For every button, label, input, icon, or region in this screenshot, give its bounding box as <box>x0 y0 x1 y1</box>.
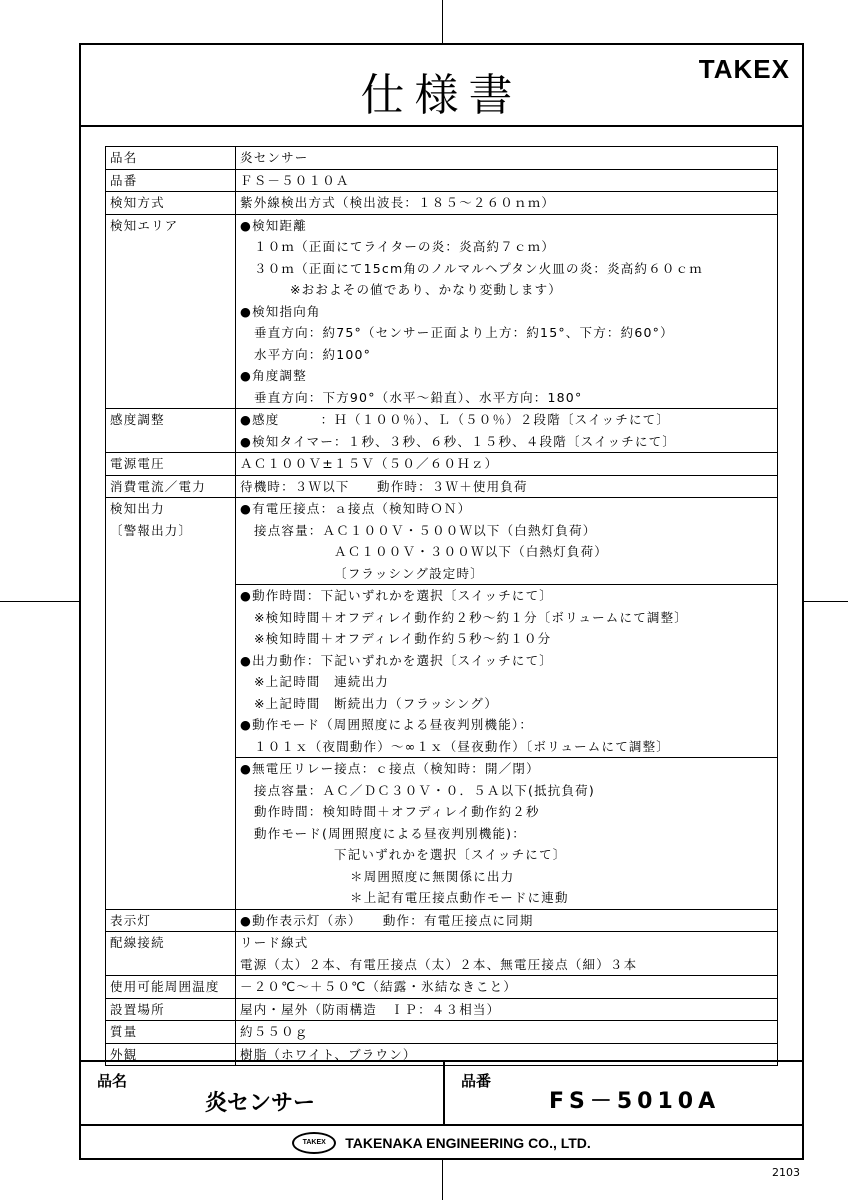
spec-key: 表示灯 <box>106 909 236 932</box>
document-code: 2103 <box>772 1166 800 1179</box>
table-row <box>106 147 778 170</box>
spec-value: ●動作表示灯（赤） 動作：有電圧接点に同期 <box>236 909 778 932</box>
product-summary <box>81 1060 802 1126</box>
spec-key: 消費電流／電力 <box>106 475 236 498</box>
spec-value: ＦＳ－５０１０Ａ <box>236 169 778 192</box>
spec-value: 屋内・屋外（防雨構造 ＩＰ：４３相当） <box>236 998 778 1021</box>
spec-value: ●感度 ：Ｈ（１００％）、Ｌ（５０％）２段階〔スイッチにて〕 ●検知タイマー：１秒、３秒、６秒、１５秒、４段階〔スイッチにて〕 <box>236 409 778 453</box>
company-line <box>81 1132 802 1154</box>
spec-key: 品名 <box>106 147 236 170</box>
product-number-value: FS－5010A <box>549 1089 721 1114</box>
product-name-label: 品名 <box>97 1072 128 1090</box>
title-area <box>81 45 802 127</box>
footer <box>81 1124 802 1160</box>
spec-key: 設置場所 <box>106 998 236 1021</box>
spec-key: 検知出力 〔警報出力〕 <box>106 498 236 910</box>
spec-value: 紫外線検出方式（検出波長：１８５～２６０ｎｍ） <box>236 192 778 215</box>
spec-key: 電源電圧 <box>106 453 236 476</box>
spec-value: ●動作時間：下記いずれかを選択〔スイッチにて〕 ※検知時間＋オフディレイ動作約２秒～約１分〔ボリュームにて調整〕 ※検知時間＋オフディレイ動作約５秒～約１０分 ●出力動作：下記いずれかを選択〔スイッチにて〕 ※上記時間 連続出力 ※上記時間 断続出力（フラッシング） ●動作モード（周囲照度による昼夜判別機能）： １０１ｘ（夜間動作）～∞１ｘ（昼夜動作）〔ボリュームにて調整〕 <box>236 585 778 758</box>
table-row <box>106 169 778 192</box>
document-title: 仕様書 <box>360 70 523 121</box>
company-name: TAKENAKA ENGINEERING CO., LTD. <box>345 1135 591 1151</box>
table-row <box>106 498 778 585</box>
crop-mark-left <box>0 601 79 602</box>
table-row <box>106 909 778 932</box>
spec-key: 検知エリア <box>106 214 236 409</box>
table-row <box>106 214 778 409</box>
table-row <box>106 976 778 999</box>
table-row <box>106 475 778 498</box>
table-row <box>106 192 778 215</box>
table-row <box>106 1021 778 1044</box>
spec-value: 炎センサー <box>236 147 778 170</box>
spec-key: 質量 <box>106 1021 236 1044</box>
spec-value: 樹脂（ホワイト、ブラウン） <box>236 1043 778 1066</box>
crop-mark-bottom <box>442 1160 443 1200</box>
spec-value: 約５５０ｇ <box>236 1021 778 1044</box>
crop-mark-top <box>442 0 443 43</box>
spec-key: 感度調整 <box>106 409 236 453</box>
spec-value: 待機時：３Ｗ以下 動作時：３Ｗ＋使用負荷 <box>236 475 778 498</box>
spec-value: ●有電圧接点：ａ接点（検知時ＯＮ） 接点容量：ＡＣ１００Ｖ・５００Ｗ以下（白熱灯負荷） ＡＣ１００Ｖ・３００Ｗ以下（白熱灯負荷） 〔フラッシング設定時〕 <box>236 498 778 585</box>
spec-value: リード線式 電源（太）２本、有電圧接点（太）２本、無電圧接点（細）３本 <box>236 932 778 976</box>
spec-value: ●無電圧リレー接点：ｃ接点（検知時：開／閉） 接点容量：ＡＣ／ＤＣ３０Ｖ・０．５Ａ以下(抵抗負荷) 動作時間：検知時間＋オフディレイ動作約２秒 動作モード(周囲照度による昼夜判別機能)： 下記いずれかを選択〔スイッチにて〕 ＊周囲照度に無関係に出力 ＊上記有電圧接点動作モードに連動 <box>236 758 778 910</box>
spec-table <box>105 146 778 1066</box>
spec-key: 外観 <box>106 1043 236 1066</box>
spec-key: 品番 <box>106 169 236 192</box>
spec-key: 検知方式 <box>106 192 236 215</box>
product-number-cell <box>445 1062 802 1124</box>
company-logo: TAKEX <box>292 1132 336 1154</box>
spec-value: ●検知距離 １０ｍ（正面にてライターの炎：炎高約７ｃｍ） ３０ｍ（正面にて15cm角のノルマルヘプタン火皿の炎：炎高約６０ｃｍ ※おおよその値であり、かなり変動します） ●検知指向角 垂直方向：約75°（センサー正面より上方：約15°、下方：約60°） 水平方向：約100° ●角度調整 垂直方向：下方90°（水平～鉛直）、水平方向：180° <box>236 214 778 409</box>
product-name-cell <box>81 1062 445 1124</box>
table-row <box>106 932 778 976</box>
product-number-label: 品番 <box>461 1072 492 1090</box>
spec-value: －２０℃～＋５０℃（結露・氷結なきこと） <box>236 976 778 999</box>
brand-logo: TAKEX <box>698 54 790 84</box>
spec-key: 配線接続 <box>106 932 236 976</box>
table-row <box>106 409 778 453</box>
product-name-value: 炎センサー <box>205 1091 316 1116</box>
spec-key: 使用可能周囲温度 <box>106 976 236 999</box>
table-row <box>106 998 778 1021</box>
document-frame <box>79 43 804 1160</box>
spec-value: ＡＣ１００Ｖ±１５Ｖ（５０／６０Ｈｚ） <box>236 453 778 476</box>
crop-mark-right <box>804 601 848 602</box>
table-row <box>106 453 778 476</box>
